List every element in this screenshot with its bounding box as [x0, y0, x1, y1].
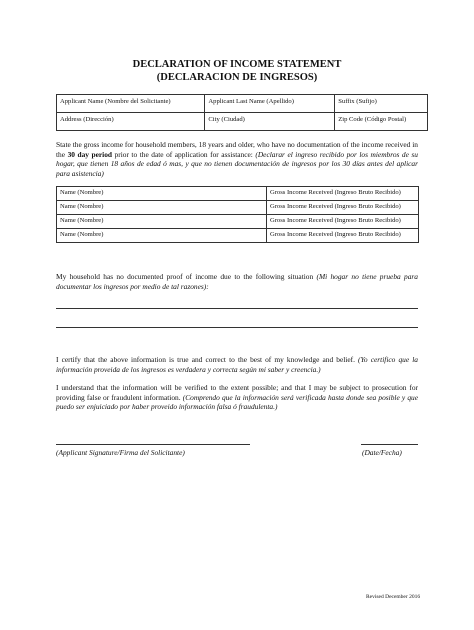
- revision-footer: Revised December 2016: [366, 594, 421, 600]
- city-field[interactable]: City (Ciudad): [205, 113, 335, 131]
- statement-spanish: (Declarar el ingreso recibido por los miembros de su hogar, que tienen 18 años de edad ó mas, y que no tienen documentación de ingresos por los 30 días antes del aplicar para asistencia): [56, 149, 418, 178]
- member-name-field[interactable]: Name (Nombre): [57, 229, 267, 243]
- certification-statement: [56, 355, 418, 374]
- no-proof-statement: [56, 272, 418, 291]
- understand-english: I understand that the information will be verified to the extent possible; and that I may be subject to prosecution for providing false or fraudulent information.: [56, 383, 418, 402]
- household-income-table: [56, 186, 419, 243]
- applicant-name-field[interactable]: Applicant Name (Nombre del Solicitante): [57, 95, 205, 113]
- applicant-info-table: [56, 94, 428, 131]
- verification-statement: [56, 383, 418, 412]
- no-proof-spanish: (Mi hogar no tiene prueba para documentar los ingresos por medio de tal razones):: [56, 272, 418, 291]
- applicant-row-1: [57, 95, 428, 113]
- member-row: [57, 187, 419, 201]
- title-spanish: (DECLARACION DE INGRESOS): [156, 72, 318, 83]
- form-title: [0, 58, 474, 84]
- statement-english-2: prior to the date of application for assistance:: [112, 149, 256, 159]
- member-income-field[interactable]: Gross Income Received (Ingreso Bruto Recibido): [266, 229, 418, 243]
- member-income-field[interactable]: Gross Income Received (Ingreso Bruto Recibido): [266, 187, 418, 201]
- date-label: (Date/Fecha): [362, 448, 402, 457]
- certify-english: I certify that the above information is true and correct to the best of my knowledge and belief.: [56, 355, 359, 364]
- member-row: [57, 201, 419, 215]
- statement-period: 30 day period: [67, 149, 113, 159]
- member-row: [57, 229, 419, 243]
- member-income-field[interactable]: Gross Income Received (Ingreso Bruto Recibido): [266, 201, 418, 215]
- understand-spanish: (Comprendo que la información será verificada hasta donde sea posible y que puedo ser enjuiciado por haber proveido información falsa ó fraudulenta.): [56, 392, 418, 411]
- applicant-signature-line[interactable]: [56, 444, 250, 445]
- member-row: [57, 215, 419, 229]
- applicant-signature-label: (Applicant Signature/Firma del Solicitante): [56, 448, 185, 457]
- income-statement-instructions: [56, 140, 418, 178]
- member-name-field[interactable]: Name (Nombre): [57, 215, 267, 229]
- no-proof-english: My household has no documented proof of income due to the following situation: [56, 272, 317, 281]
- statement-english-1: State the gross income for household members, 18 years and older, who have no documentation of the income received in the: [56, 140, 418, 159]
- applicant-row-2: [57, 113, 428, 131]
- zip-code-field[interactable]: Zip Code (Código Postal): [335, 113, 428, 131]
- member-name-field[interactable]: Name (Nombre): [57, 201, 267, 215]
- address-field[interactable]: Address (Dirección): [57, 113, 205, 131]
- date-line[interactable]: [361, 444, 418, 445]
- situation-line-2[interactable]: [56, 327, 418, 328]
- situation-line-1[interactable]: [56, 308, 418, 309]
- suffix-field[interactable]: Suffix (Sufijo): [335, 95, 428, 113]
- member-name-field[interactable]: Name (Nombre): [57, 187, 267, 201]
- title-english: DECLARATION OF INCOME STATEMENT: [132, 59, 342, 70]
- applicant-last-name-field[interactable]: Applicant Last Name (Apellido): [205, 95, 335, 113]
- member-income-field[interactable]: Gross Income Received (Ingreso Bruto Recibido): [266, 215, 418, 229]
- certify-spanish: (Yo certifico que la información proveida de los ingresos es verdadera y correcta según mi saber y creencia.): [56, 355, 418, 374]
